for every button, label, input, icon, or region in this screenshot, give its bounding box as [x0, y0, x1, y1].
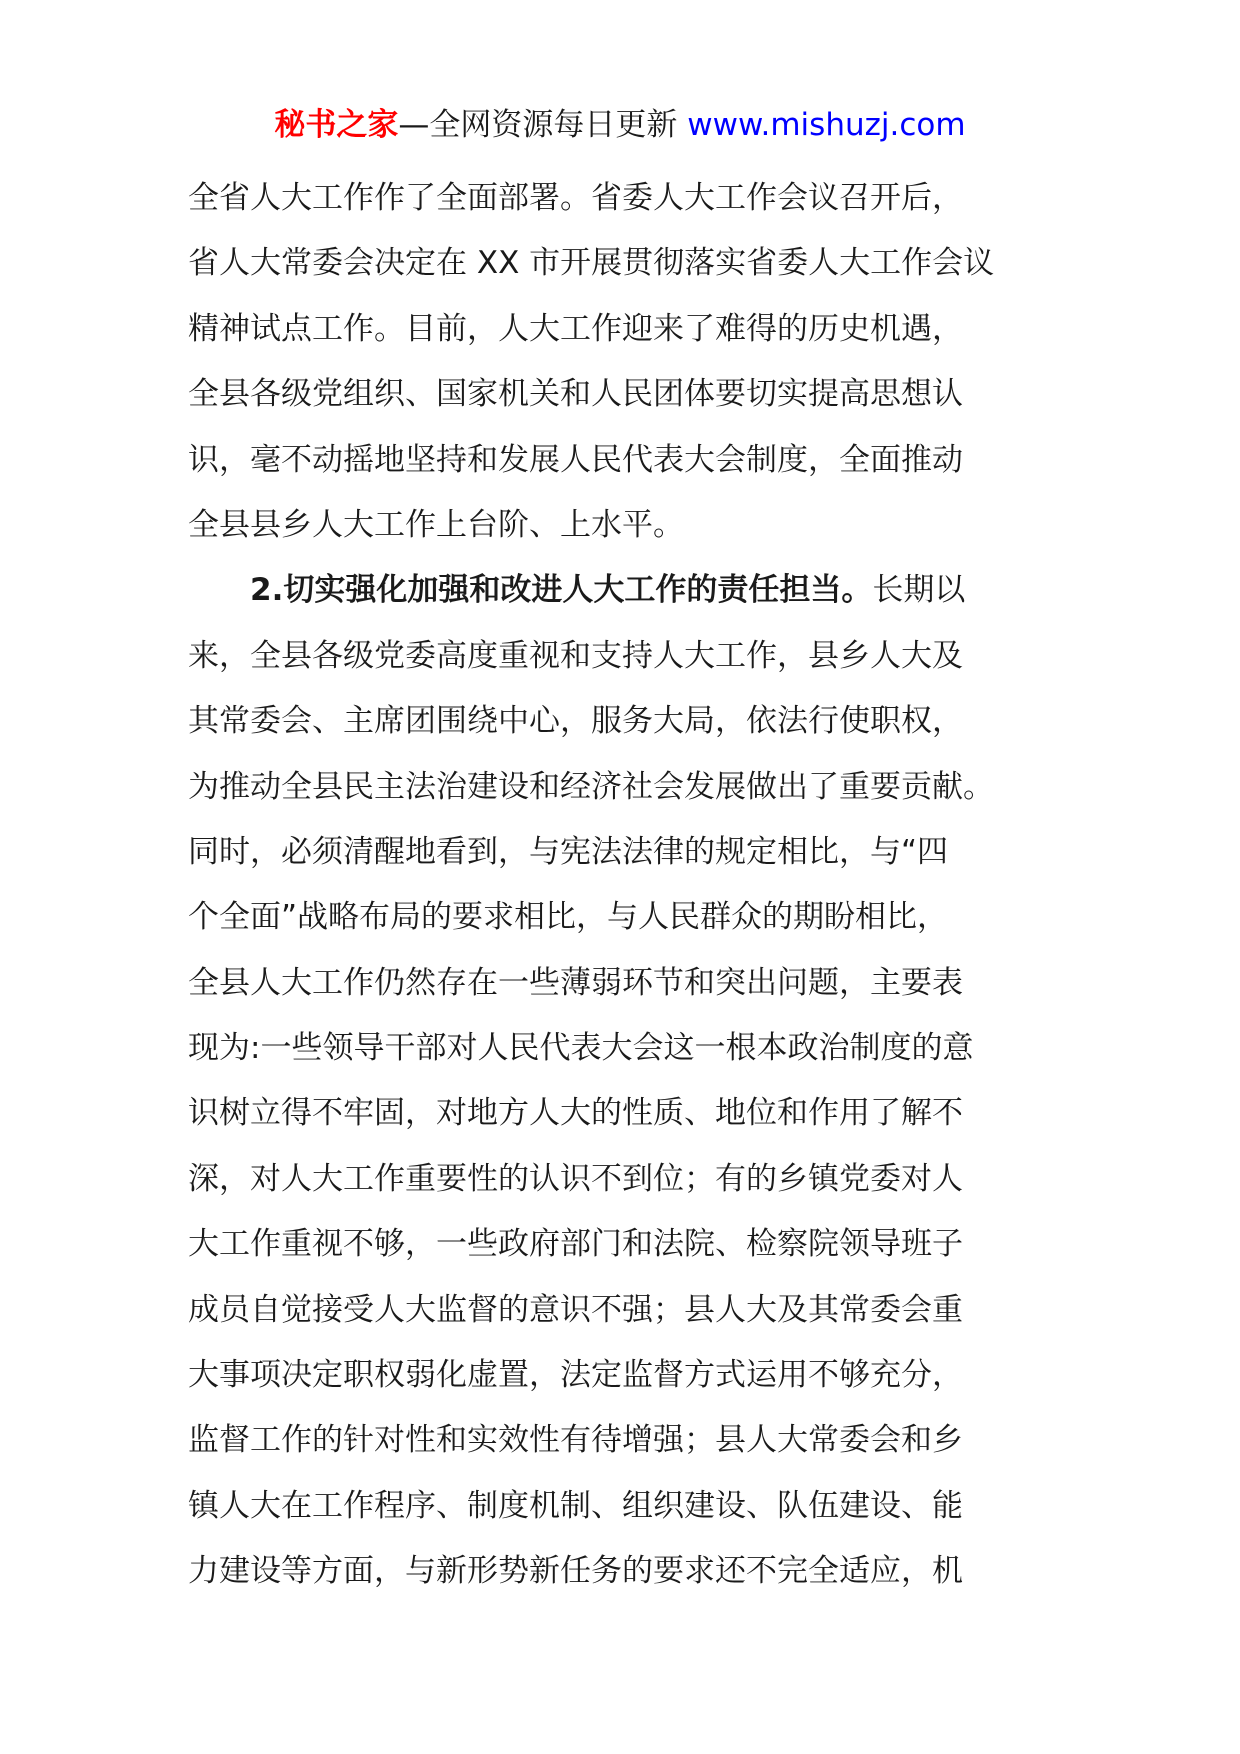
body-line: 大事项决定职权弱化虚置，法定监督方式运用不够充分，: [188, 1357, 963, 1394]
brand-name: 秘书之家: [274, 107, 399, 143]
body-line: 其常委会、主席团围绕中心，服务大局，依法行使职权，: [188, 703, 963, 740]
body-line: 成员自觉接受人大监督的意识不强；县人大及其常委会重: [188, 1291, 963, 1328]
site-header: [0, 100, 1240, 150]
body-line: 为推动全县民主法治建设和经济社会发展做出了重要贡献。: [188, 768, 994, 805]
body-line: 来，全县各级党委高度重视和支持人大工作，县乡人大及: [188, 637, 963, 674]
body-line: 全省人大工作作了全面部署。省委人大工作会议召开后，: [188, 180, 963, 216]
body-line: 全县人大工作仍然存在一些薄弱环节和突出问题，主要表: [188, 964, 963, 1001]
body-line: 监督工作的针对性和实效性有待增强；县人大常委会和乡: [188, 1422, 963, 1459]
body-line: 深，对人大工作重要性的认识不到位；有的乡镇党委对人: [188, 1160, 963, 1197]
section-first-line: [188, 558, 1063, 623]
body-line: 现为:一些领导干部对人民代表大会这一根本政治制度的意: [188, 1030, 974, 1067]
body-line: 全县各级党组织、国家机关和人民团体要切实提高思想认: [188, 376, 963, 413]
body-line: 同时，必须清醒地看到，与宪法法律的规定相比，与“四: [188, 833, 949, 870]
body-line: 省人大常委会决定在 XX 市开展贯彻落实省委人大工作会议: [188, 245, 995, 282]
body-line: 识树立得不牢固，对地方人大的性质、地位和作用了解不: [188, 1095, 963, 1132]
body-line: 力建设等方面，与新形势新任务的要求还不完全适应，机: [188, 1553, 963, 1590]
site-url-link[interactable]: www.mishuzj.com: [687, 107, 966, 143]
body-line: 镇人大在工作程序、制度机制、组织建设、队伍建设、能: [188, 1487, 963, 1524]
body-line: 全县县乡人大工作上台阶、上水平。: [188, 506, 684, 543]
body-line: 大工作重视不够，一些政府部门和法院、检察院领导班子: [188, 1226, 963, 1263]
body-line: 识，毫不动摇地坚持和发展人民代表大会制度，全面推动: [188, 441, 963, 478]
section-first-line-text: 长期以: [872, 572, 966, 609]
header-tagline: —全网资源每日更新: [398, 107, 688, 143]
section-heading: 2.切实强化加强和改进人大工作的责任担当。: [250, 572, 873, 609]
body-line: 个全面”战略布局的要求相比，与人民群众的期盼相比，: [188, 899, 949, 936]
body-line: 精神试点工作。目前，人大工作迎来了难得的历史机遇，: [188, 310, 963, 347]
document-body: [188, 166, 1063, 1605]
